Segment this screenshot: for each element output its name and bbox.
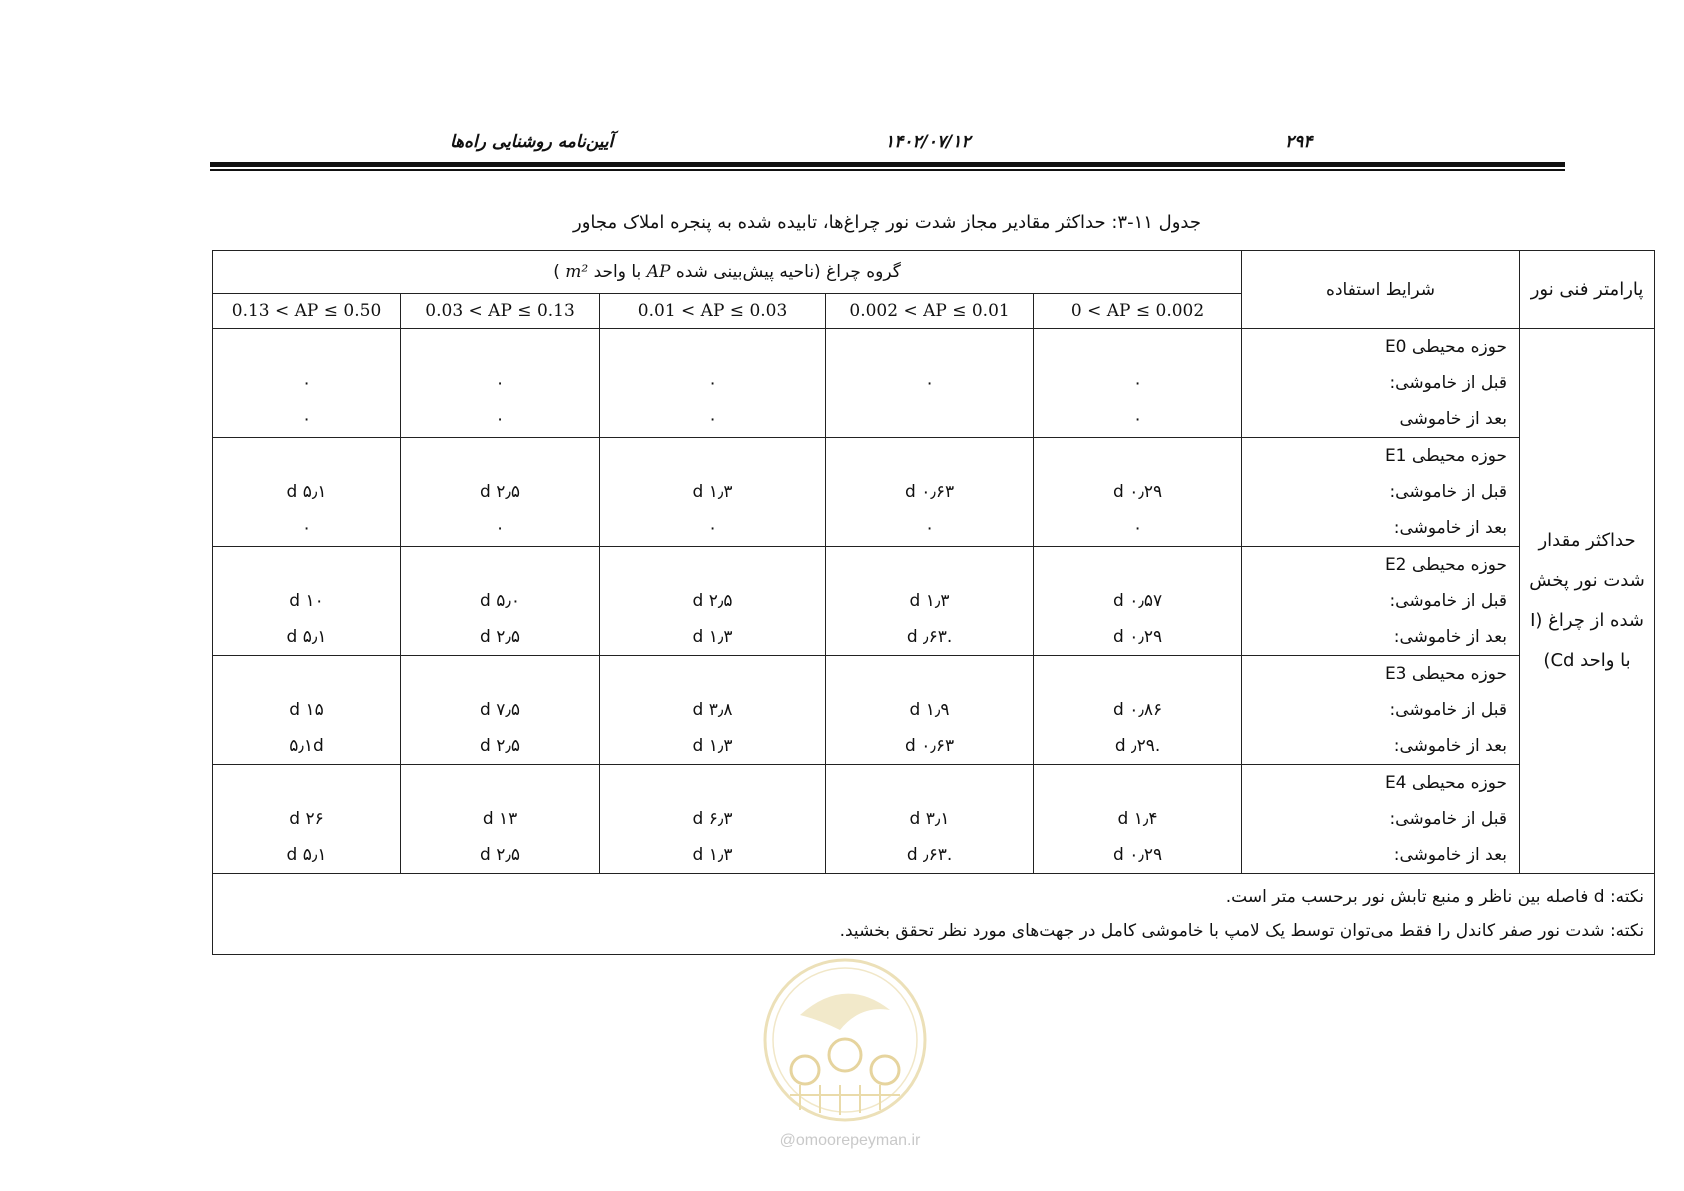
range-header-1: 0 < AP ≤ 0.002 — [1034, 294, 1242, 329]
value-before: ۲٫۵ d — [692, 591, 733, 611]
value-cell — [401, 656, 600, 765]
value-before: ۰٫۶۳ d — [904, 482, 955, 502]
table-row — [213, 329, 1655, 438]
watermark-text: @omoorepeyman.ir — [779, 1132, 921, 1149]
group-header — [213, 251, 1242, 294]
value-cell — [826, 547, 1034, 656]
value-before: ۱۰ d — [289, 591, 324, 611]
zone-conditions — [1242, 656, 1520, 765]
table-row — [213, 438, 1655, 547]
value-before: ۰٫۵۷ d — [1112, 591, 1163, 611]
value-cell — [401, 765, 600, 874]
after-label: بعد از خاموشی: — [1393, 518, 1508, 538]
value-after: ۵٫۱ d — [286, 845, 327, 865]
table-row — [213, 547, 1655, 656]
value-before: ۱٫۳ d — [909, 591, 950, 611]
zone-conditions — [1242, 329, 1520, 438]
document-title: آیین‌نامه روشنایی راه‌ها — [450, 132, 614, 152]
value-cell — [1034, 656, 1242, 765]
note-1: نکته: d فاصله بین ناظر و منبع تابش نور برحسب متر است. — [1225, 887, 1645, 907]
value-cell — [600, 438, 826, 547]
value-before: ۵٫۱ d — [286, 482, 327, 502]
value-cell — [213, 765, 401, 874]
luminous-intensity-table — [212, 250, 1655, 955]
zone-conditions — [1242, 438, 1520, 547]
before-label: قبل از خاموشی: — [1389, 700, 1508, 720]
value-before: ۰ — [924, 373, 935, 393]
zone-label: حوزه محیطی E4 — [1384, 773, 1508, 793]
value-before: ۵٫۰ d — [480, 591, 521, 611]
after-label: بعد از خاموشی: — [1393, 627, 1508, 647]
value-cell — [600, 547, 826, 656]
conditions-header: شرایط استفاده — [1242, 251, 1520, 329]
zone-conditions — [1242, 765, 1520, 874]
value-after: ۰ — [301, 409, 312, 429]
value-cell — [1034, 329, 1242, 438]
zone-label: حوزه محیطی E3 — [1384, 664, 1508, 684]
before-label: قبل از خاموشی: — [1389, 591, 1508, 611]
group-header-unit-text: با واحد — [593, 262, 642, 282]
value-after: ۱٫۳ d — [692, 845, 733, 865]
value-cell — [826, 656, 1034, 765]
zone-label: حوزه محیطی E1 — [1384, 446, 1508, 466]
value-after: ۰ — [1132, 409, 1143, 429]
value-before: ۰ — [495, 373, 505, 393]
value-before: ۱٫۴ d — [1117, 809, 1158, 829]
value-cell — [826, 765, 1034, 874]
table-row — [213, 765, 1655, 874]
value-after: ۰ — [301, 518, 312, 538]
value-after: ۵٫۱d — [289, 736, 324, 756]
value-cell — [213, 438, 401, 547]
value-cell — [826, 329, 1034, 438]
range-header-3: 0.01 < AP ≤ 0.03 — [600, 294, 826, 329]
value-after: ۲٫۵ d — [480, 736, 521, 756]
value-cell — [401, 329, 600, 438]
value-cell — [401, 438, 600, 547]
before-label: قبل از خاموشی: — [1389, 482, 1508, 502]
value-before: ۱۳ d — [482, 809, 518, 829]
group-header-text: گروه چراغ (ناحیه پیش‌بینی شده — [675, 262, 901, 282]
value-after: ۵٫۱ d — [286, 627, 327, 647]
before-label: قبل از خاموشی: — [1389, 373, 1508, 393]
zone-label: حوزه محیطی E2 — [1384, 555, 1508, 575]
document-date: ۱۴۰۲/۰۷/۱۲ — [885, 132, 971, 152]
value-after: ۰ — [1132, 518, 1143, 538]
watermark-logo-icon — [760, 955, 930, 1125]
value-after: ۰ — [495, 518, 505, 538]
value-before: ۳٫۸ d — [692, 700, 733, 720]
value-after: ۰٫۲۹ d — [1112, 627, 1163, 647]
notes-row — [213, 874, 1655, 955]
page-header — [210, 128, 1565, 158]
value-cell — [401, 547, 600, 656]
value-before: ۲۶ d — [289, 809, 324, 829]
value-before: ۱۵ d — [289, 700, 324, 720]
group-header-close: ) — [553, 262, 560, 282]
table-caption-wrap — [0, 212, 1684, 233]
page-number: ۲۹۴ — [1285, 132, 1313, 152]
value-cell — [213, 547, 401, 656]
value-after: ۰٫۶۳ d — [904, 736, 955, 756]
value-before: ۱٫۳ d — [692, 482, 733, 502]
range-header-2: 0.002 < AP ≤ 0.01 — [826, 294, 1034, 329]
value-after: .٫۶۳ d — [906, 845, 953, 865]
value-after: ۰ — [707, 518, 718, 538]
value-after: .٫۶۳ d — [906, 627, 953, 647]
value-after: ۰ — [707, 409, 718, 429]
notes-cell — [213, 874, 1655, 955]
note-2: نکته: شدت نور صفر کاندل را فقط می‌توان توسط یک لامپ با خاموشی کامل در جهت‌های مورد نظر تحقق بخشید. — [839, 921, 1645, 941]
table-row — [213, 656, 1655, 765]
zone-label: حوزه محیطی E0 — [1384, 337, 1508, 357]
value-after: ۲٫۵ d — [480, 627, 521, 647]
value-cell — [1034, 438, 1242, 547]
table-caption: جدول ۱۱-۳: حداکثر مقادیر مجاز شدت نور چراغ‌ها، تابیده شده به پنجره املاک مجاور — [573, 212, 1201, 233]
value-after: .٫۲۹ d — [1114, 736, 1161, 756]
after-label: بعد از خاموشی — [1399, 409, 1508, 429]
range-header-5: 0.13 < AP ≤ 0.50 — [213, 294, 401, 329]
value-cell — [600, 329, 826, 438]
value-after: ۱٫۳ d — [692, 627, 733, 647]
group-header-unit: m² — [565, 262, 589, 282]
value-before: ۱٫۹ d — [909, 700, 950, 720]
value-before: ۰ — [707, 373, 718, 393]
value-after: ۱٫۳ d — [692, 736, 733, 756]
before-label: قبل از خاموشی: — [1389, 809, 1508, 829]
param-header: پارامتر فنی نور — [1520, 251, 1655, 329]
value-after — [826, 401, 1033, 437]
value-before: ۰ — [1132, 373, 1143, 393]
value-before: ۰٫۲۹ d — [1112, 482, 1163, 502]
value-before: ۳٫۱ d — [909, 809, 950, 829]
param-description: حداکثر مقدار شدت نور پخش شده از چراغ (I با واحد Cd) — [1520, 329, 1655, 874]
value-after: ۲٫۵ d — [480, 845, 521, 865]
value-cell — [600, 765, 826, 874]
value-after: ۰ — [495, 409, 505, 429]
value-cell — [826, 438, 1034, 547]
group-header-symbol: AP — [646, 262, 671, 282]
value-before: ۰ — [301, 373, 312, 393]
range-header-4: 0.03 < AP ≤ 0.13 — [401, 294, 600, 329]
value-before: ۰٫۸۶ d — [1112, 700, 1163, 720]
after-label: بعد از خاموشی: — [1393, 736, 1508, 756]
value-cell — [213, 329, 401, 438]
header-rule-thin — [210, 169, 1565, 171]
value-before: ۶٫۳ d — [692, 809, 733, 829]
zone-conditions — [1242, 547, 1520, 656]
value-after: ۰ — [924, 518, 935, 538]
value-cell — [600, 656, 826, 765]
value-cell — [1034, 765, 1242, 874]
header-rule-thick — [210, 162, 1565, 167]
after-label: بعد از خاموشی: — [1393, 845, 1508, 865]
value-before: ۷٫۵ d — [480, 700, 521, 720]
value-cell — [213, 656, 401, 765]
value-before: ۲٫۵ d — [480, 482, 521, 502]
value-cell — [1034, 547, 1242, 656]
value-after: ۰٫۲۹ d — [1112, 845, 1163, 865]
